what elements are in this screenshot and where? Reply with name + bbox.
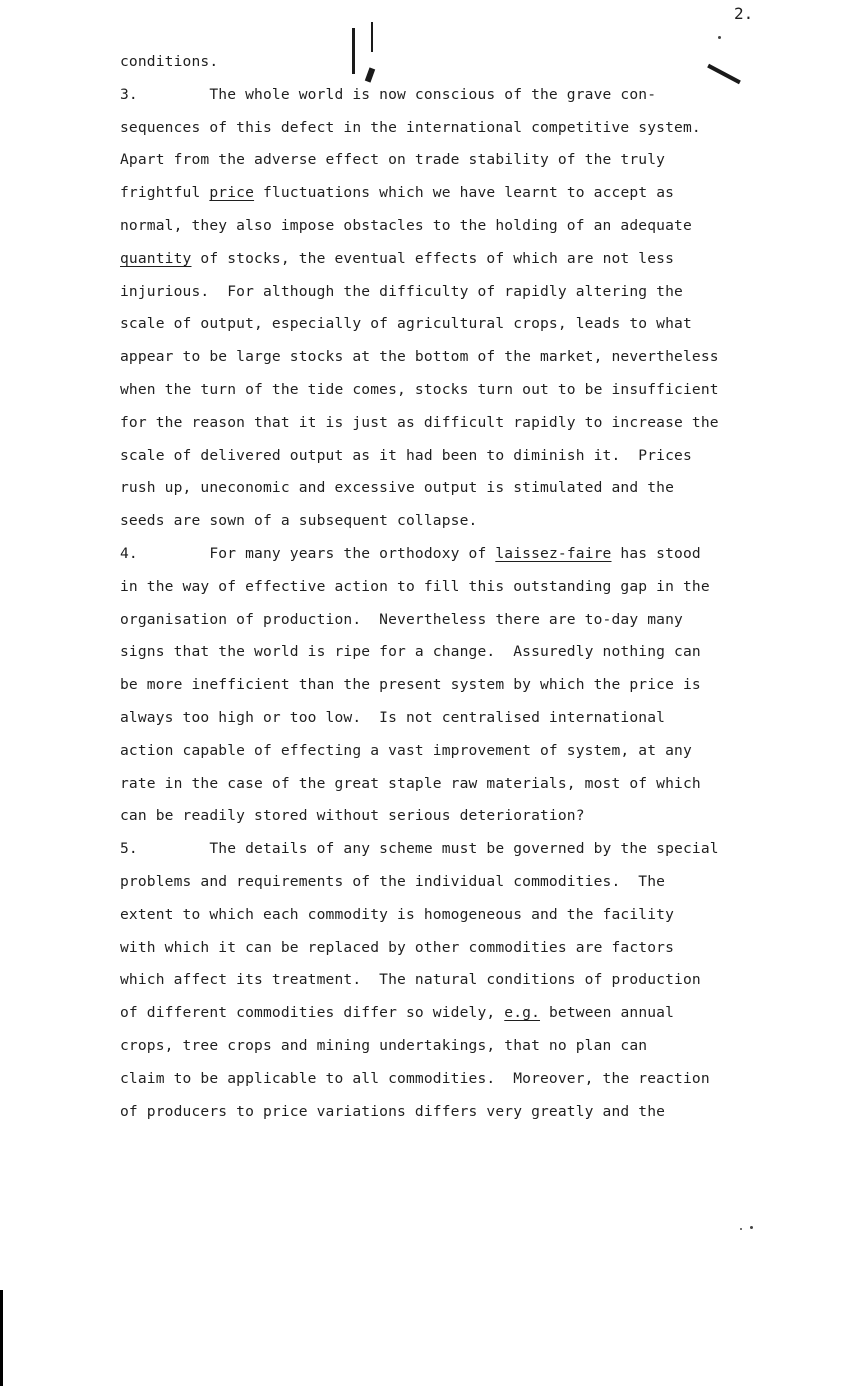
text-segment: signs that the world is ripe for a change. Assuredly nothing can bbox=[120, 643, 701, 661]
text-segment: 3. The whole world is now conscious of the grave con- bbox=[120, 85, 657, 103]
text-line bbox=[120, 150, 665, 170]
text-segment: of producers to price variations differs very greatly and the bbox=[120, 1102, 666, 1120]
text-line bbox=[120, 52, 218, 72]
scan-speck bbox=[740, 1228, 742, 1230]
text-line bbox=[120, 675, 701, 695]
text-segment: for the reason that it is just as difficult rapidly to increase the bbox=[120, 413, 719, 431]
text-segment: has stood bbox=[611, 545, 701, 562]
text-line bbox=[120, 380, 719, 400]
text-line bbox=[120, 1102, 665, 1122]
text-line bbox=[120, 839, 719, 859]
text-line bbox=[120, 1036, 647, 1056]
scan-speck bbox=[750, 1226, 753, 1229]
text-line bbox=[120, 314, 692, 334]
text-line bbox=[120, 85, 656, 105]
text-line bbox=[120, 970, 701, 990]
text-line bbox=[120, 905, 674, 925]
text-segment: of stocks, the eventual effects of which are not less bbox=[191, 249, 675, 267]
page-number: 2. bbox=[734, 4, 754, 23]
text-segment: which affect its treatment. The natural conditions of production bbox=[120, 971, 701, 989]
text-line bbox=[120, 216, 692, 236]
text-line bbox=[120, 806, 585, 826]
text-line bbox=[120, 413, 719, 433]
scan-speck bbox=[718, 36, 721, 39]
text-segment: appear to be large stocks at the bottom of the market, nevertheless bbox=[120, 348, 719, 366]
scan-mark bbox=[371, 22, 373, 52]
text-line bbox=[120, 347, 719, 367]
scan-mark bbox=[707, 64, 741, 84]
text-segment: 4. For many years the orthodoxy of bbox=[120, 545, 496, 562]
text-segment: crops, tree crops and mining undertakings, that no plan can bbox=[120, 1037, 648, 1054]
text-segment: scale of output, especially of agricultural crops, leads to what bbox=[120, 315, 692, 333]
text-segment: Apart from the adverse effect on trade stability of the truly bbox=[120, 151, 666, 169]
text-segment: sequences of this defect in the international competitive system. bbox=[120, 118, 701, 136]
text-segment: be more inefficient than the present system by which the price is bbox=[120, 676, 701, 694]
text-line bbox=[120, 478, 674, 498]
text-segment: can be readily stored without serious deterioration? bbox=[120, 807, 585, 825]
text-line bbox=[120, 610, 683, 630]
text-segment: frightful bbox=[120, 184, 210, 202]
text-segment: action capable of effecting a vast improvement of system, at any bbox=[120, 741, 692, 759]
text-segment: injurious. For although the difficulty of rapidly altering the bbox=[120, 282, 683, 300]
underlined-text: laissez-faire bbox=[495, 545, 612, 562]
text-line bbox=[120, 511, 477, 531]
text-segment: organisation of production. Nevertheless there are to-day many bbox=[120, 610, 683, 628]
text-line bbox=[120, 1069, 710, 1089]
text-line bbox=[120, 708, 665, 728]
text-segment: of different commodities differ so widely, bbox=[120, 1004, 505, 1022]
text-segment: conditions. bbox=[120, 53, 219, 70]
text-line bbox=[120, 249, 674, 269]
text-segment: 5. The details of any scheme must be governed by the special bbox=[120, 840, 719, 858]
text-segment: claim to be applicable to all commodities. Moreover, the reaction bbox=[120, 1069, 710, 1087]
text-segment: between annual bbox=[540, 1004, 675, 1022]
margin-bar bbox=[0, 1290, 3, 1386]
text-segment: problems and requirements of the individual commodities. The bbox=[120, 873, 666, 890]
text-line bbox=[120, 741, 692, 761]
underlined-text: quantity bbox=[120, 249, 192, 267]
text-line bbox=[120, 642, 701, 662]
text-segment: in the way of effective action to fill this outstanding gap in the bbox=[120, 577, 710, 595]
text-line bbox=[120, 774, 701, 794]
text-segment: with which it can be replaced by other commodities are factors bbox=[120, 938, 675, 956]
text-line bbox=[120, 938, 674, 958]
text-line bbox=[120, 872, 665, 892]
text-segment: rush up, uneconomic and excessive output is stimulated and the bbox=[120, 479, 675, 497]
underlined-text: price bbox=[209, 184, 255, 202]
text-line bbox=[120, 544, 701, 564]
text-line bbox=[120, 446, 692, 466]
text-segment: when the turn of the tide comes, stocks turn out to be insufficient bbox=[120, 381, 719, 398]
text-segment: normal, they also impose obstacles to the holding of an adequate bbox=[120, 217, 692, 234]
text-segment: scale of delivered output as it had been to diminish it. Prices bbox=[120, 446, 692, 464]
text-line bbox=[120, 577, 710, 597]
scan-mark bbox=[352, 28, 355, 74]
text-segment: rate in the case of the great staple raw materials, most of which bbox=[120, 774, 701, 792]
text-line bbox=[120, 282, 683, 302]
underlined-text: e.g. bbox=[504, 1004, 541, 1022]
scan-mark bbox=[365, 67, 375, 82]
text-line bbox=[120, 118, 701, 138]
text-segment: always too high or too low. Is not centralised international bbox=[120, 709, 666, 726]
text-segment: extent to which each commodity is homogeneous and the facility bbox=[120, 905, 675, 923]
text-segment: seeds are sown of a subsequent collapse. bbox=[120, 512, 478, 530]
text-segment: fluctuations which we have learnt to accept as bbox=[254, 184, 675, 202]
text-line bbox=[120, 1003, 674, 1023]
text-line bbox=[120, 183, 674, 203]
